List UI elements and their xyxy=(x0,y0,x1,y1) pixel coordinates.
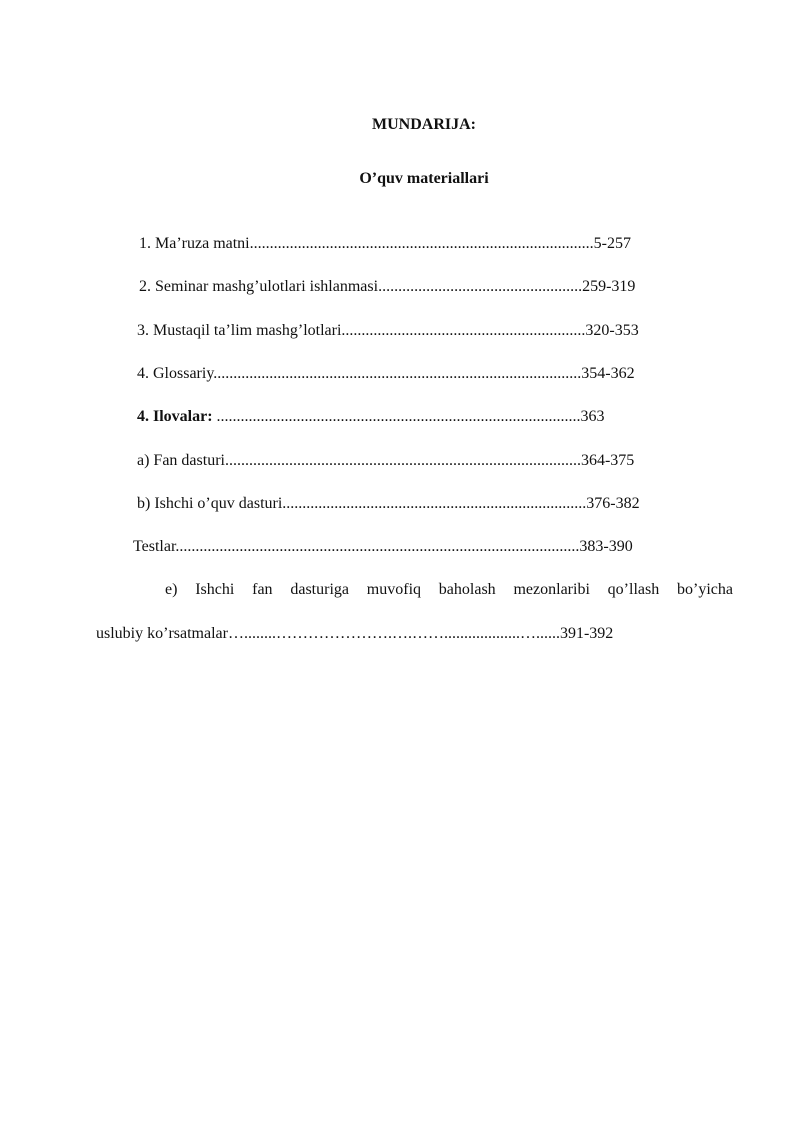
toc-entry-mustaqil-talim: 3. Mustaqil ta’lim mashg’lotlari.............................................................320-353 xyxy=(137,322,639,339)
toc-entry-fan-dasturi: a) Fan dasturi.........................................................................................364-375 xyxy=(137,452,635,469)
page-title: MUNDARIJA: xyxy=(372,116,476,133)
toc-entry-glossariy: 4. Glossariy............................................................................................354-362 xyxy=(137,365,635,382)
section-subtitle: O’quv materiallari xyxy=(359,170,489,187)
toc-entry-maruza-matni: 1. Ma’ruza matni......................................................................................5-257 xyxy=(139,235,631,252)
toc-entry-seminar: 2. Seminar mashg’ulotlari ishlanmasi...................................................259-319 xyxy=(139,278,636,295)
toc-entry-ilovalar-leader: ...........................................................................................363 xyxy=(212,408,605,425)
toc-entry-ilovalar xyxy=(137,407,605,427)
toc-entry-ilovalar-label: 4. Ilovalar: xyxy=(137,408,213,425)
toc-entry-testlar: Testlar.....................................................................................................383-390 xyxy=(133,538,633,555)
toc-entry-ishchi-oquv-dasturi: b) Ishchi o’quv dasturi............................................................................376-382 xyxy=(137,495,640,512)
toc-entry-baholash-mezonlari-continued: uslubiy ko’rsatmalar…........………………….….……...................…......391-392 xyxy=(96,625,614,642)
toc-entry-baholash-mezonlari: e) Ishchi fan dasturiga muvofiq baholash mezonlaribi qo’llash bo’yicha xyxy=(165,581,733,598)
